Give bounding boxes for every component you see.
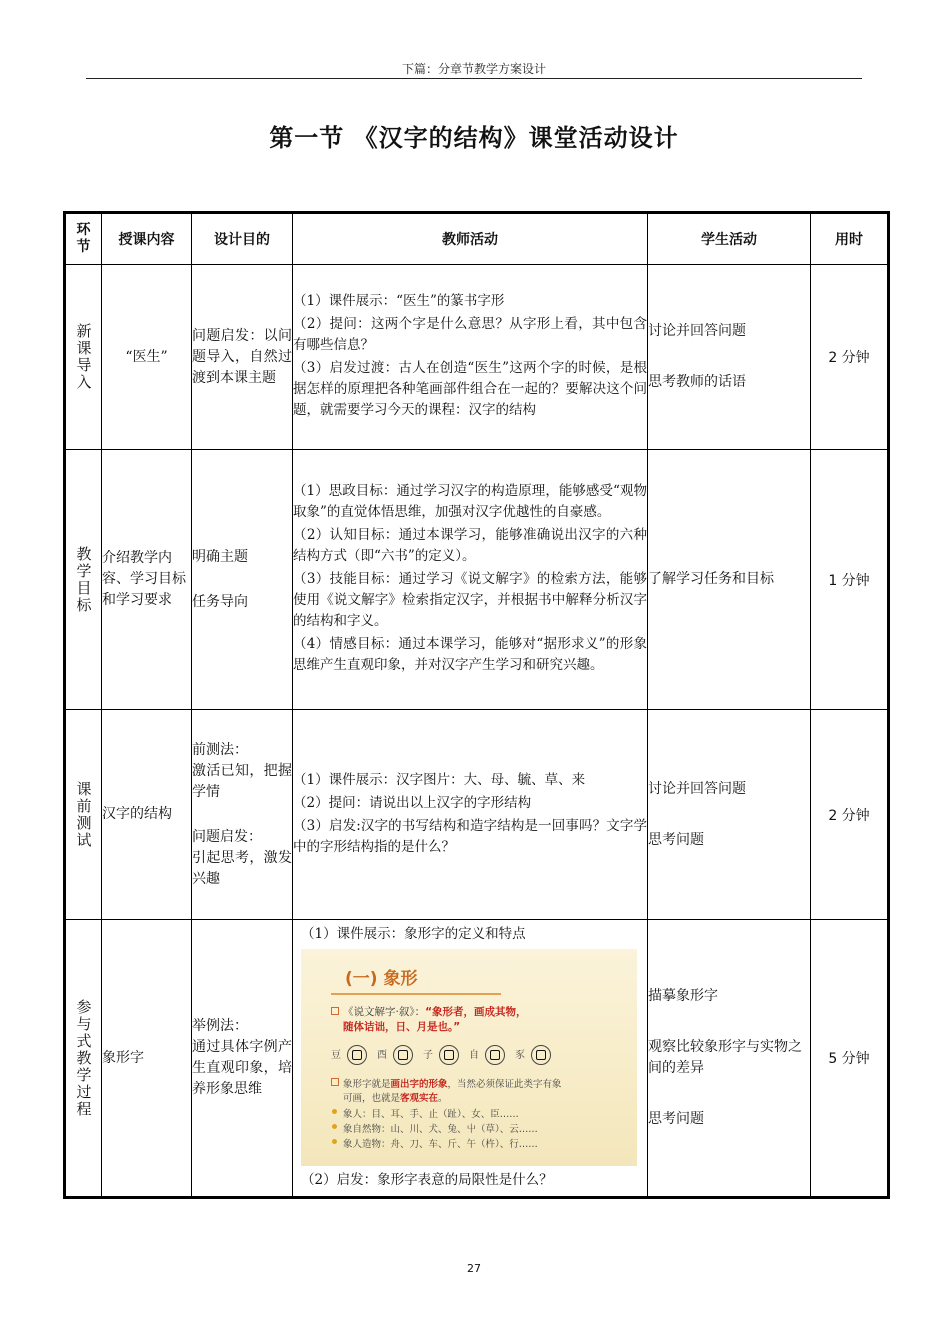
teacher-item: （1）课件展示：象形字的定义和特点 [301, 925, 526, 942]
teacher-item: （3）技能目标：通过学习《说文解字》的检索方法，能够使用《说文解字》检索指定汉字，并根据书中解释分析汉字的结构和字义。 [293, 571, 647, 629]
running-header: 下篇：分章节教学方案设计 [401, 62, 546, 76]
ancient-glyph-icon [531, 1045, 551, 1065]
square-bullet-icon [331, 1007, 339, 1015]
table-header-row [65, 213, 889, 265]
dot-bullet-icon [332, 1124, 337, 1129]
purpose-text: 问题启发： [192, 828, 262, 845]
purpose-text: 前测法： [192, 741, 248, 758]
purpose-text: 举例法： [192, 1018, 248, 1034]
student-item: 了解学习任务和目标 [648, 571, 774, 587]
student-cell [648, 710, 811, 920]
glyph-label: 自 [469, 1049, 479, 1061]
teacher-item: （2）提问：请说出以上汉字的字形结构 [293, 794, 532, 811]
time-cell: 1 分钟 [811, 450, 889, 710]
glyph-label: 豕 [515, 1049, 525, 1061]
content-cell: 介绍教学内容、学习目标和学习要求 [102, 450, 192, 710]
teacher-item: （1）思政目标：通过学习汉字的构造原理，能够感受“观物取象”的直觉体悟思维，加强对汉字优越性的自豪感。 [293, 483, 647, 520]
ancient-glyph-icon [347, 1045, 367, 1065]
time-cell: 2 分钟 [811, 710, 889, 920]
slide-note-line-1: 象形字就是画出字的形象，当然必须保证此类字有象 [343, 1078, 562, 1090]
slide-example-line: 象自然物：山、川、犬、兔、屮（草）、云…… [343, 1123, 538, 1135]
content-cell: “医生” [102, 265, 192, 450]
header-rule [86, 78, 862, 79]
teacher-item: （3）启发:汉字的书写结构和造字结构是一回事吗？文字学中的字形结构指的是什么？ [293, 817, 647, 855]
dot-bullet-icon [332, 1139, 337, 1144]
purpose-text: 激活已知，把握学情 [192, 762, 292, 800]
purpose-text: 引起思考，激发兴趣 [192, 849, 292, 887]
teacher-item: （2）启发：象形字表意的局限性是什么？ [301, 1171, 553, 1188]
teacher-cell [293, 710, 648, 920]
teacher-item: （4）情感目标：通过本课学习，能够对“据形求义”的形象思维产生直观印象，并对汉字产生学习和研究兴趣。 [293, 636, 647, 673]
stage-cell: 参与式教学过程 [65, 920, 102, 1198]
teacher-item: （3）启发过渡：古人在创造“医生”这两个字的时候，是根据怎样的原理把各种笔画部件组合在一起的？要解决这个问题，就需要学习今天的课程：汉字的结构 [293, 360, 647, 418]
stage-cell: 新课导入 [65, 265, 102, 450]
purpose-cell [192, 710, 293, 920]
student-item: 思考问题 [648, 1111, 704, 1127]
slide-note-line-2: 可画，也就是客观实在。 [343, 1092, 448, 1104]
ancient-glyph-icon [439, 1045, 459, 1065]
time-cell: 2 分钟 [811, 265, 889, 450]
slide-quote-line-1: 《说文解字·叙》：“象形者，画成其物， [343, 1005, 527, 1018]
student-item: 描摹象形字 [648, 988, 718, 1004]
slide-quote-line-2: 随体诘诎，日、月是也。” [343, 1020, 461, 1033]
student-item: 思考问题 [648, 831, 704, 848]
content-cell: 汉字的结构 [102, 710, 192, 920]
student-cell [648, 265, 811, 450]
table-row [65, 920, 889, 1198]
teacher-item: （2）认知目标：通过本课学习，能够准确说出汉字的六种结构方式（即“六书”的定义）。 [293, 527, 647, 564]
student-item: 观察比较象形字与实物之间的差异 [648, 1039, 802, 1076]
square-bullet-icon [331, 1078, 339, 1086]
teacher-cell [293, 450, 648, 710]
time-cell: 5 分钟 [811, 920, 889, 1198]
glyph-label: 豆 [331, 1049, 341, 1061]
slide-example-line: 象人：目、耳、手、止（趾）、女、臣…… [343, 1108, 519, 1120]
glyph-label: 酉 [377, 1049, 387, 1061]
table-row [65, 450, 889, 710]
header-teacher: 教师活动 [293, 213, 648, 265]
glyph-label: 子 [423, 1049, 433, 1061]
slide-heading: (一) 象形 [345, 968, 418, 989]
purpose-text: 问题启发：以问题导入，自然过渡到本课主题 [192, 327, 292, 386]
student-item: 思考教师的话语 [648, 374, 746, 390]
teacher-item: （1）课件展示：汉字图片：大、母、毓、草、来 [293, 771, 586, 788]
header-student: 学生活动 [648, 213, 811, 265]
student-item: 讨论并回答问题 [648, 323, 746, 339]
lesson-plan-table [63, 211, 890, 1199]
student-item: 讨论并回答问题 [648, 780, 746, 797]
ancient-glyph-icon [393, 1045, 413, 1065]
table-row [65, 710, 889, 920]
purpose-cell [192, 920, 293, 1198]
student-cell [648, 450, 811, 710]
page-number: 27 [467, 1262, 481, 1275]
student-cell [648, 920, 811, 1198]
purpose-text: 任务导向 [192, 593, 248, 610]
teacher-cell [293, 265, 648, 450]
header-time: 用时 [811, 213, 889, 265]
teacher-item: （1）课件展示：“医生”的篆书字形 [293, 293, 505, 309]
purpose-text: 通过具体字例产生直观印象，培养形象思维 [192, 1039, 292, 1097]
page-title: 第一节 《汉字的结构》课堂活动设计 [269, 124, 679, 152]
purpose-cell [192, 450, 293, 710]
purpose-text: 明确主题 [192, 548, 248, 565]
teacher-item: （2）提问：这两个字是什么意思？从字形上看，其中包含有哪些信息？ [293, 316, 647, 353]
header-stage: 环节 [65, 213, 102, 265]
dot-bullet-icon [332, 1109, 337, 1114]
courseware-slide-image [301, 949, 637, 1166]
ancient-glyph-icon [485, 1045, 505, 1065]
stage-cell: 课前测试 [65, 710, 102, 920]
table-row [65, 265, 889, 450]
content-cell: 象形字 [102, 920, 192, 1198]
header-purpose: 设计目的 [192, 213, 293, 265]
stage-cell: 教学目标 [65, 450, 102, 710]
slide-example-line: 象人造物：舟、刀、车、斤、午（杵）、行…… [343, 1138, 538, 1150]
header-content: 授课内容 [102, 213, 192, 265]
ancient-glyph-row [331, 1045, 555, 1066]
purpose-cell [192, 265, 293, 450]
slide-heading-underline [331, 993, 501, 995]
teacher-cell [293, 920, 648, 1198]
